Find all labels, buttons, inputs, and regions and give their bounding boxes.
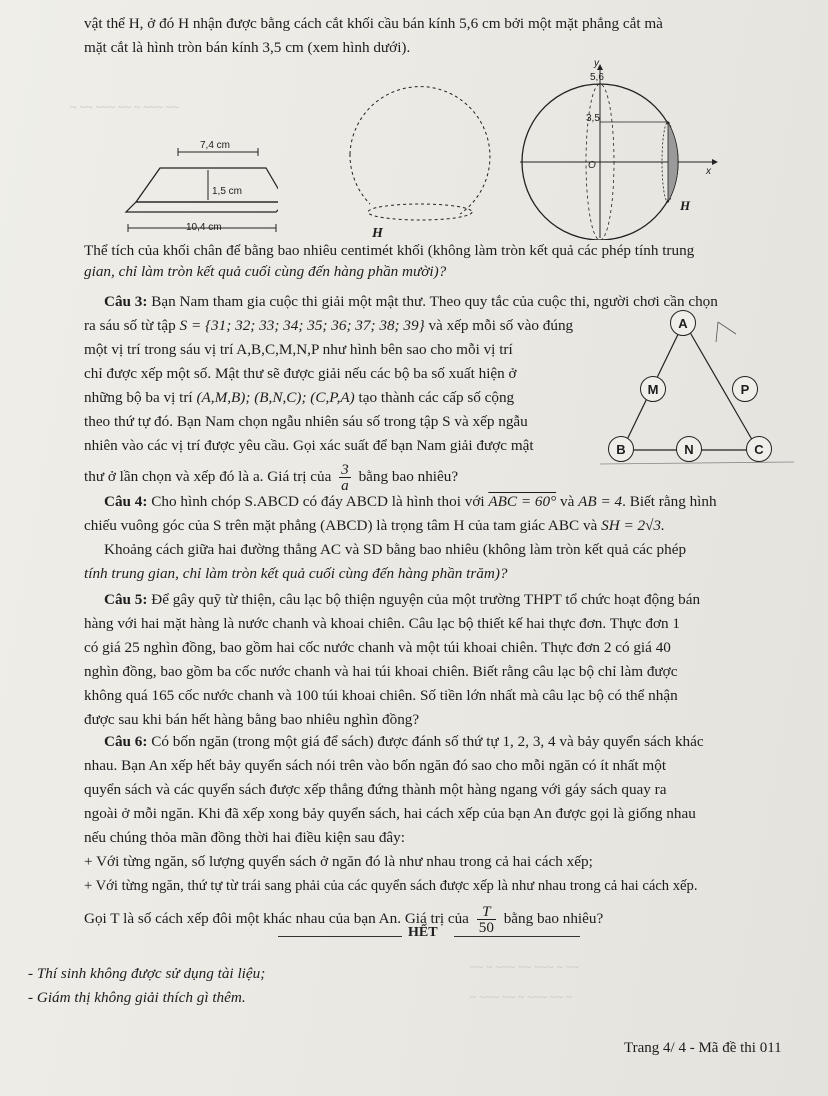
intro-line: vật thể H, ở đó H nhận được bằng cách cắt khối cầu bán kính 5,6 cm bởi một mặt phẳng cắt mà bbox=[84, 15, 663, 32]
sphere-label: H bbox=[372, 226, 383, 241]
q3-triples: (A,M,B); (B,N,C); (C,P,A) bbox=[196, 389, 355, 406]
q3-fraction: $\frac{3}{a}$ bbox=[341, 461, 349, 494]
q2-tail bbox=[84, 240, 804, 282]
q3-line: tạo thành các cấp số cộng bbox=[358, 389, 515, 406]
q5-line: có giá 25 nghìn đồng, bao gồm hai cốc nước chanh và một túi khoai chiên. Thực đơn 2 có giá 40 bbox=[84, 639, 671, 656]
question-5 bbox=[84, 588, 804, 732]
q2-line: gian, chỉ làm tròn kết quả cuối cùng đến hàng phần mười)? bbox=[84, 263, 447, 280]
q6-line: Có bốn ngăn (trong một giá để sách) được đánh số thứ tự 1, 2, 3, 4 và bảy quyển sách khác bbox=[151, 733, 704, 750]
q5-line: được sau khi bán hết hàng bằng bao nhiêu nghìn đồng? bbox=[84, 711, 420, 728]
trap-height-label: 1,5 cm bbox=[212, 186, 243, 197]
end-rule-right bbox=[454, 936, 580, 937]
node-n: N bbox=[676, 436, 702, 462]
q3-line: và xếp mỗi số vào đúng bbox=[428, 317, 574, 334]
q6-line: quyển sách và các quyển sách được xếp thẳng đứng thành một hàng ngang với gáy sách quay ra bbox=[84, 781, 667, 798]
trap-bottom-label: 10,4 cm bbox=[186, 222, 222, 233]
intro-text bbox=[84, 12, 804, 60]
node-m: M bbox=[640, 376, 666, 402]
axis-h-label: H bbox=[680, 198, 691, 213]
q3-title: Câu 3: bbox=[104, 293, 148, 310]
bleed-through-text: ~ ~~~ ~~ ~ ~~~ ~~ ~ bbox=[470, 990, 573, 1004]
q2-line: Thể tích của khối chân để bằng bao nhiêu centimét khối (không làm tròn kết quả các phép tính trung bbox=[84, 242, 695, 259]
q4-line: Khoảng cách giữa hai đường thẳng AC và SD bằng bao nhiêu (không làm tròn kết quả các phép bbox=[104, 541, 687, 558]
q4-line: tính trung gian, chỉ làm tròn kết quả cuối cùng đến hàng phần trăm)? bbox=[84, 565, 508, 582]
q4-title: Câu 4: bbox=[104, 493, 148, 510]
node-p: P bbox=[732, 376, 758, 402]
intro-line: mặt cắt là hình tròn bán kính 3,5 cm (xem hình dưới). bbox=[84, 39, 411, 56]
q3-line: một vị trí trong sáu vị trí A,B,C,M,N,P như hình bên sao cho mỗi vị trí bbox=[84, 341, 513, 358]
q4-sh: SH = 2√3. bbox=[601, 517, 665, 534]
q3-line: thư ở lần chọn và xếp đó là a. Giá trị của bbox=[84, 467, 332, 485]
page-footer: Trang 4/ 4 - Mã đề thi 011 bbox=[624, 1040, 782, 1056]
q5-line: Để gây quỹ từ thiện, câu lạc bộ thiện nguyện của một trường THPT tổ chức hoạt động bán bbox=[151, 591, 701, 608]
q4-line: Cho hình chóp S.ABCD có đáy ABCD là hình thoi với bbox=[151, 493, 485, 510]
axis-y-top-label: 5,6 bbox=[590, 72, 604, 83]
q6-line: + Với từng ngăn, thứ tự từ trái sang phải của các quyển sách được xếp là như nhau trong cả hai cách xếp. bbox=[84, 878, 698, 894]
axis-y-label: y bbox=[594, 58, 599, 69]
note-line: - Giám thị không giải thích gì thêm. bbox=[28, 989, 246, 1006]
q3-line: Bạn Nam tham gia cuộc thi giải một mật thư. Theo quy tắc của cuộc thi, người chơi cần chọn bbox=[151, 293, 718, 310]
question-6 bbox=[84, 730, 804, 935]
bleed-through-text: ~~ ~ ~~~ ~~ ~~~ ~ ~~ bbox=[470, 960, 579, 974]
q3-line: ra sáu số từ tập bbox=[84, 317, 176, 334]
end-marker: HẾT bbox=[408, 925, 438, 940]
q4-ab: AB = 4 bbox=[578, 493, 623, 510]
node-c: C bbox=[746, 436, 772, 462]
q6-line: ngoài ở mỗi ngăn. Khi đã xếp xong bảy quyển sách, hai cách xếp của bạn An được gọi là giống nhau bbox=[84, 805, 696, 822]
axis-x-label: x bbox=[706, 166, 711, 177]
q3-line: nhiên vào các vị trí được yêu cầu. Gọi xác suất để bạn Nam giải được mật bbox=[84, 437, 534, 454]
q3-line: bằng bao nhiêu? bbox=[358, 467, 459, 485]
node-a: A bbox=[670, 310, 696, 336]
bleed-through-text: ~ ~~ ~~~ ~~ ~ ~~~ ~~ bbox=[70, 100, 179, 114]
sphere-figure bbox=[340, 74, 500, 244]
trap-top-label: 7,4 cm bbox=[200, 140, 231, 151]
q5-line: không quá 165 cốc nước chanh và 100 túi khoai chiên. Số tiền lớn nhất mà câu lạc bộ có thể nhận bbox=[84, 687, 678, 704]
notes bbox=[28, 962, 528, 1010]
end-rule-left bbox=[278, 936, 402, 937]
q6-line: nhau. Bạn An xếp hết bảy quyển sách nói trên vào bốn ngăn đó sao cho mỗi ngăn có ít nhất một bbox=[84, 757, 667, 774]
q5-title: Câu 5: bbox=[104, 591, 148, 608]
q3-set: S = {31; 32; 33; 34; 35; 36; 37; 38; 39} bbox=[179, 317, 425, 334]
question-4: Câu 4: Cho hình chóp S.ABCD có đáy ABCD là hình thoi với ABC = 60° và AB = 4. Biết rằng hình chiếu vuông góc của S trên mặt phẳng (ABCD) là trọng tâm H của tam giác ABC và SH = 2√3. Khoảng cách giữa hai đường thẳng AC và SD bằng bao nhiêu (không làm tròn kết quả các phép tính trung gian, chỉ làm tròn kết quả cuối cùng đến hàng phần trăm)? bbox=[84, 490, 804, 586]
q3-line: theo thứ tự đó. Bạn Nam chọn ngẫu nhiên sáu số trong tập S và xếp ngẫu bbox=[84, 413, 528, 430]
note-line: - Thí sinh không được sử dụng tài liệu; bbox=[28, 965, 266, 982]
q6-line: Gọi T là số cách xếp đôi một khác nhau của bạn An. Giá trị của bbox=[84, 909, 469, 927]
q3-line: chỉ được xếp một số. Mật thư sẽ được giải nếu các bộ ba số xuất hiện ở bbox=[84, 365, 517, 382]
axis-y-mid-label: 3,5 bbox=[586, 113, 600, 124]
q6-line: + Với từng ngăn, số lượng quyển sách ở ngăn đó là như nhau trong cả hai cách xếp; bbox=[84, 853, 593, 870]
node-b: B bbox=[608, 436, 634, 462]
q5-line: hàng với hai mặt hàng là nước chanh và khoai chiên. Câu lạc bộ thiết kế hai thực đơn. Thực đơn 1 bbox=[84, 615, 680, 632]
q4-line: chiếu vuông góc của S trên mặt phẳng (ABCD) là trọng tâm H của tam giác ABC và bbox=[84, 517, 598, 534]
q4-angle: ABC = 60° bbox=[488, 493, 557, 510]
q6-title: Câu 6: bbox=[104, 733, 148, 750]
q6-line: bằng bao nhiêu? bbox=[503, 909, 604, 927]
q5-line: nghìn đồng, bao gồm ba cốc nước chanh và hai túi khoai chiên. Biết rằng câu lạc bộ chỉ làm được bbox=[84, 663, 678, 680]
q3-line: những bộ ba vị trí bbox=[84, 389, 193, 406]
q6-fraction: $\frac{T}{50}$ bbox=[478, 903, 494, 936]
axis-origin-label: O bbox=[588, 160, 596, 171]
q6-line: nếu chúng thỏa mãn đồng thời hai điều kiện sau đây: bbox=[84, 829, 405, 846]
